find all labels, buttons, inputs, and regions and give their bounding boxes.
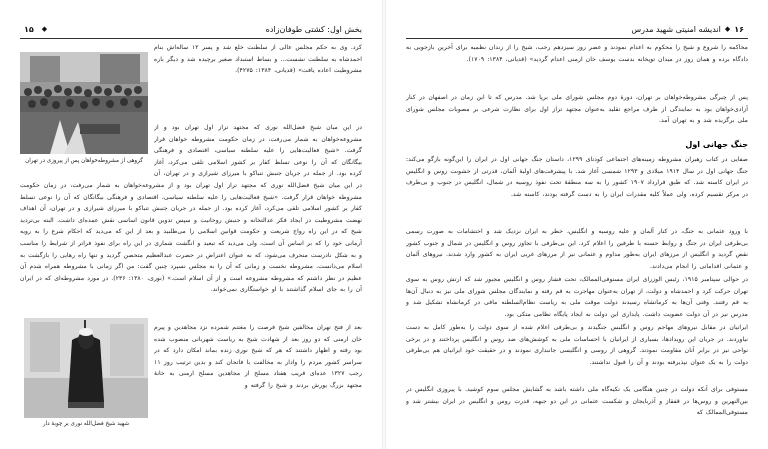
left-page [0, 0, 382, 449]
right-paragraph-3: صفایی در کتاب رهبران مشروطه زمینه‌های اجتماعی کودتای ۱۲۹۹، داستان جنگ جهانی اول در ایران را این‌گونه بازگو می‌کند: جنگ جهانی اول در سال ۱۹۱۴ میلادی و ۱۲۹۳ شمسی آغاز شد. با پیشرفت‌های اولیهٔ آلمان، قدرتی از خشونت روس و انگلیس در ایران کاسته شد. که طبق قرارداد ۱۹۰۷ کشور را به سه منطقهٔ تحت نفوذ روسیه در شمال، انگلیس در جنوب و بی‌طرف در مرکز تقسیم کرده، ولی عملاً کلیه مقدرات ایران را به دست گرفته بودند، کاسته شد. [406, 156, 748, 198]
left-running-header: بخش اول: کشتی طوفان‌زاده [265, 24, 362, 34]
right-paragraph-2: پس از چیرگی مشروطه‌خواهان بر تهران، دورهٔ دوم مجلس شورای ملی برپا شد. مدرس که تا این زمان در اصفهان در کنار آزادی‌خواهان بود به نمایندگی از طرف مراجع تقلید به‌عنوان مجتهد تراز اول برای نظارت شرعی بر مصوبات مجلس شورای ملی برگزیده شد و به تهران آمد. [406, 94, 748, 125]
constitutionalists-crowd-photo [20, 52, 148, 154]
section-heading: جنگ جهانی اول [685, 140, 748, 149]
right-paragraph-5: در حوالی سپتامبر ۱۹۱۵، رئیس الوزرای ایران مستوفی‌الممالک، تحت فشار روس و انگلیس مجبور شد که ارتش روس به سوی تهران حرکت کرد و احمدشاه و دولت، از تهران به‌عنوان مهاجرت به قم رفته و نمایندگان مجلس شورای ملی نیز به دنبال آن‌ها به قم رفتند. وقتی آن‌ها به کرمانشاه رسیدند دولت موقت ملی به ریاست نظام‌السلطنه مافی در کرمانشاه تشکیل شد و مدرس نیز در آن دولت عضویت داشت. پایداری این دولت به ایجاد پایگاه نظامی متکی بود. [406, 276, 748, 318]
left-paragraph-3: بعد از فتح تهران مخالفین شیخ فرصت را مغتنم شمرده نزد مجاهدین و پیرم خان ارمنی که دو روز بعد از شهادت شیخ به ریاست شهربانی منصوب شده بود رفته و اظهار داشتند که هر که شیخ نوری زنده بماند امکان دارد که در سراسر کشور مردم را وادار به مخالفت با فاتحان کند و بدین ترتیب روز ۱۱ رجب ۱۳۲۷ عده‌ای قریب هفتاد مسلح از مجاهدین مسلح ارمنی به خانهٔ مجتهد بزرگ یورش بردند و شیخ را گرفته و [154, 324, 362, 389]
diamond-ornament-icon: ◆ [41, 25, 48, 33]
left-page-header [20, 22, 362, 36]
right-paragraph-1: محاکمه را شروع و شیخ را محکوم به اعدام نمودند و عصر روز سیزدهم رجب، شیخ را از زندان نظمیه برای آخرین بازجویی به دادگاه برده و همان روز در میدان توپخانه بدست یوسف خان ارمنی اعدام گردید» (قدیانی، ۱۳۸۴: ۱۷۰۹). [406, 44, 748, 63]
left-paragraph-2-body: در این میان شیخ فضل‌الله نوری که مجتهد تراز اول تهران بود و از مشروعه‌خواهان به شمار می‌رفت، در زمان حکومت مشروطه خواهان قرار گرفت. «شیخ فعالیت‌هایی را علیه سلطنه سیاسی، اقتصادی و فرهنگی بیگانگان که آن را نوعی تسلط کفار بر کشور اسلامی تلقی می‌کرد، آغاز کرده بود. از جمله در جریان جنبش تنباکو با میرزای شیرازی و در تهران، آن اهداف نهضت مشروطیت در ایجاد فکر عدالتخانه و جنبش روحانیت و سپس تدوین قانون اساسی نقش عمده‌ای داشت. البته بی‌تردید شیخ که در این راه رواج شریعت و حکومت قوانین اسلامی را می‌طلبید و بعد از این که می‌دید که احکام شرع را به رویه آرمانی خود را که بر اساس آن است، ولی می‌دید که تبعید و انگشت شماری در این راه برای نفوذ فراتر از شرایط را مناسب و به شکل نادرست منحرف می‌شود، که به عنوان اعتراض در حضرت عبدالعظیم متحصن گردید و تنها راه رهایی را بازگشت به اسلام می‌دانست. مشروطه نخست و زمانی که آن را به مجلس نسپرد چنین گفت: من اگر زمانی با مشروطه همراه شدم آن عظیم در نظر داشتم که مشروطه مشروعه است و از آن اسلام است.» (نوری، ۱۳۸۰: ۲۳۶). در مورد مشروطه‌ای که در ایران آن را به جای اسلام گذاشتند با او خواستگاری نمی‌خواند. [20, 182, 362, 294]
left-paragraph-2-head: در این میان شیخ فضل‌الله نوری که مجتهد تراز اول تهران بود و از مشروعه‌خواهان به شمار می‌رفت، در زمان حکومت مشروطه خواهان قرار گرفت. «شیخ فعالیت‌هایی را علیه سلطنه سیاسی، اقتصادی و فرهنگی بیگانگان که آن را نوعی تسلط کفار بر کشور اسلامی تلقی می‌کرد، آغاز کرده بود. از جمله در جریان جنبش تنباکو با میرزای شیرازی و در تهران، آن [154, 124, 362, 178]
left-top-paragraph: کرد. وی به حکم مجلس عالی از سلطنت خلع شد و پسر ۱۲ ساله‌اش بنام احمدشاه به سلطنت نشست... و بساط استبداد صغیر برچیده شد و دیگر باره مشروطیت اعاده یافت» (قدیانی، ۱۳۸۴: ۴۲۷۵). [154, 44, 362, 75]
right-paragraph-4: با ورود عثمانی به جنگ، در کنار آلمان و علیه روسیه و انگلیس، خطر به ایران نزدیک شد و احتشامات به صورت رسمی بی‌طرفی ایران در جنگ و روابط حسنه با طرفین را اعلام کرد. این بی‌طرفی با تجاوز روس و انگلیس در شمال و جنوب کشور نقض گردید و انگلیس از مرزهای ایران به‌طور مداوم و عثمانی نیز از مرزهای غربی ایران به کشور وارد شدند. نیروهای آلمان و عثمانی اقداماتی را انجام می‌دادند. [406, 228, 748, 270]
crowd-photo-caption: گروهی از مشروطه‌خواهان پس از پیروزی در تهران [25, 158, 143, 164]
right-running-header: اندیشه امنیتی شهید مدرس [631, 24, 721, 34]
nouri-photo-caption: شهید شیخ فضل‌الله نوری بر چوبهٔ دار [42, 421, 130, 427]
right-page-number: ۱۶ [734, 24, 744, 34]
gallows-photo-image [24, 318, 148, 418]
right-page-header [406, 22, 748, 36]
diamond-ornament-icon: ◆ [724, 25, 731, 33]
right-paragraph-7: مستوفی برای آنکه دولت در چنین هنگامی یک تکیه‌گاه ملی داشته باشد به گشایش مجلس سوم کوشید. با پیروزی انگلیس در بین‌النهرین و روس‌ها در قفقاز و آذربایجان و شکست عثمانی در این دو جبهه، قدرت روس و انگلیس در ایران بیشتر شد و مستوفی‌الممالک که [406, 386, 748, 417]
right-paragraph-6: ایرانیان در مقابل نیروهای مهاجم روس و انگلیس جنگیدند و بی‌طرفی اعلام شده از سوی دولت را به‌طور کامل به دست نیاوردند. در جریان این رویدادها، بسیاری از ایرانیان با احساسات ملی به کوشش‌های ضد روس و انگلیس پرداختند و در برخی نواحی نیز در برابر آنان مقاومت نمودند. گروهی از روسی و انگلیسی جانبداری نمودند و در حقیقت خود ایرانیان هم بی‌طرفی دولت را به یک عنوان نپذیرفته بودند و آن را قبول نداشتند. [406, 324, 748, 366]
left-page-number: ۱۵ [24, 24, 34, 34]
right-page [386, 0, 768, 449]
crowd-photo-image [20, 52, 148, 154]
sheikh-nouri-photo [24, 318, 148, 418]
left-header-rule [20, 38, 362, 39]
right-header-rule [406, 38, 748, 39]
